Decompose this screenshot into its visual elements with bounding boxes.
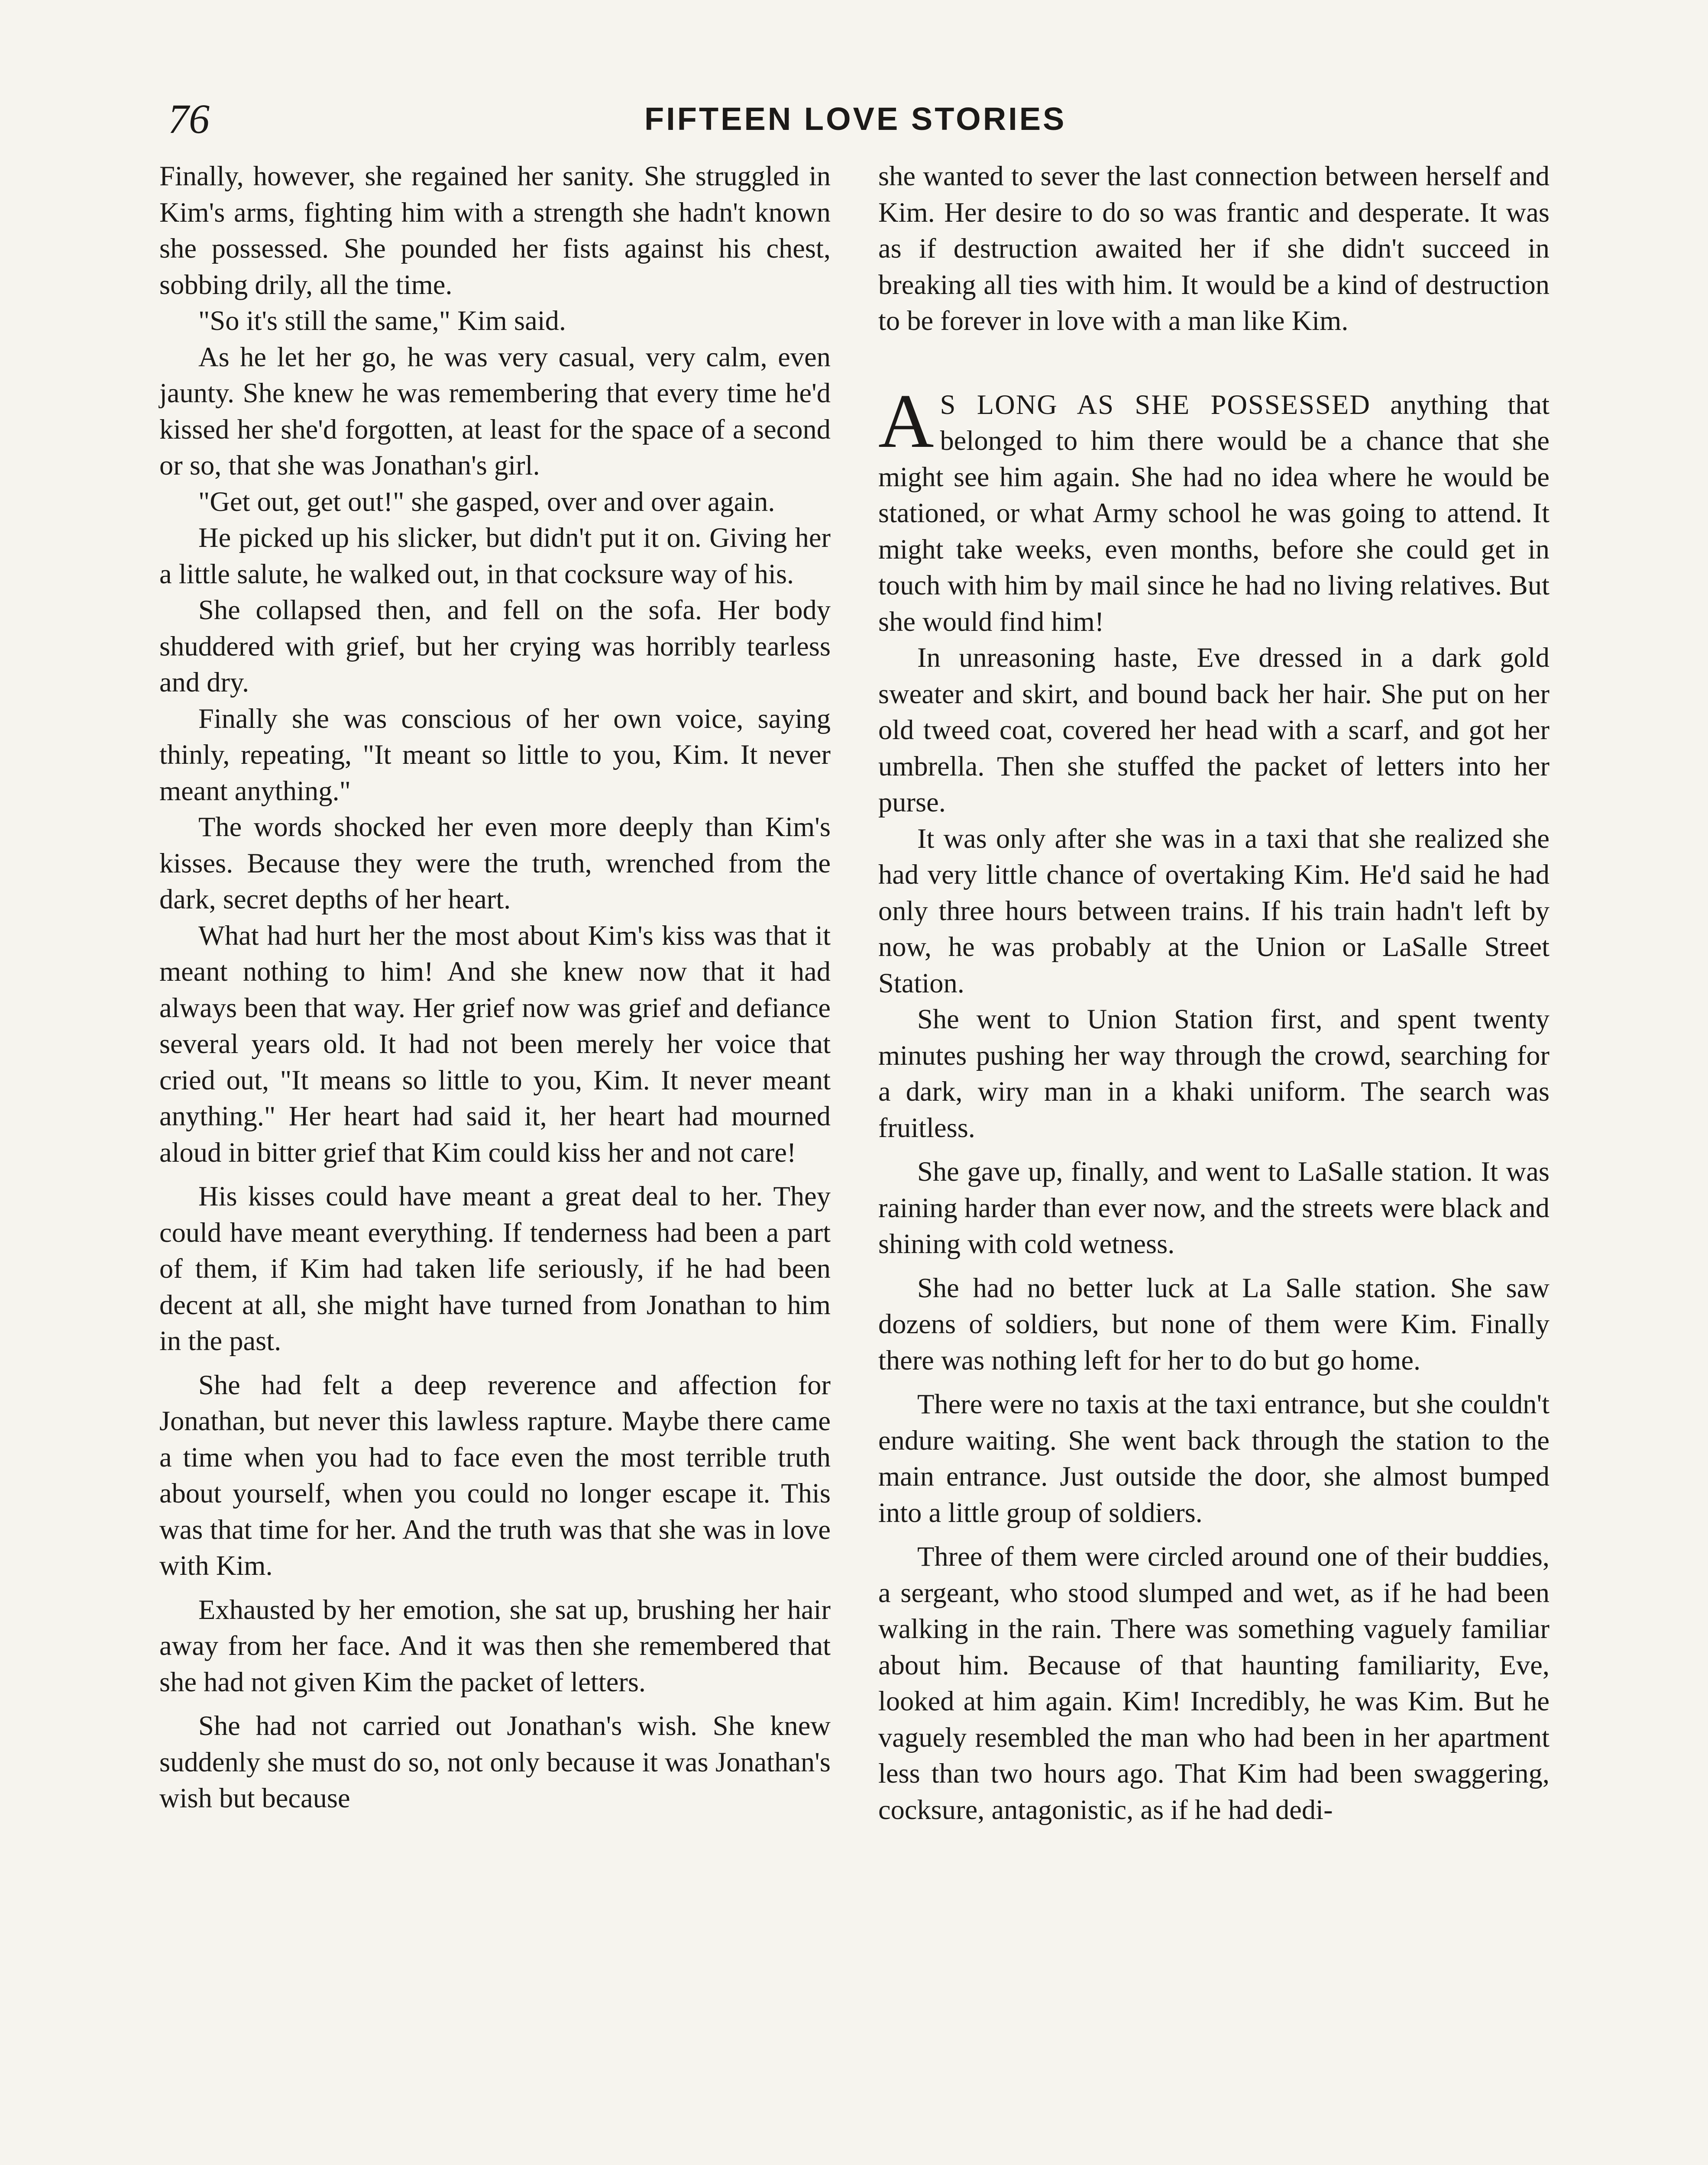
page-header [168, 89, 1554, 149]
lead-in-caps: S LONG AS SHE POSSESSED [940, 389, 1371, 420]
paragraph: As he let her go, he was very casual, very calm, even jaunty. She knew he was remembering that every time he'd kissed her she'd forgotten, at least for the space of a second or so, that she was Jonathan's girl. [159, 341, 831, 481]
paragraph: She had felt a deep reverence and affection for Jonathan, but never this lawless rapture. Maybe there came a time when you had to face even the most terrible truth about yourself, when you could no longer escape it. This was that time for her. And the truth was that she was in love with Kim. [159, 1369, 831, 1581]
paragraph: Three of them were circled around one of their buddies, a sergeant, who stood slumped and wet, as if he had been walking in the rain. There was something vaguely familiar about him. Because of that haunting familiarity, Eve, looked at him again. Kim! Incredibly, he was Kim. But he vaguely resembled the man who had been in her apartment less than two hours ago. That Kim had been swaggering, cocksure, antagonistic, as if he had dedi- [878, 1541, 1549, 1825]
paragraph: She went to Union Station first, and spent twenty minutes pushing her way through the crowd, searching for a dark, wiry man in a khaki uniform. The search was fruitless. [878, 1004, 1549, 1143]
running-title: FIFTEEN LOVE STORIES [644, 101, 1067, 137]
paragraph: He picked up his slicker, but didn't put it on. Giving her a little salute, he walked out, in that cocksure way of his. [159, 522, 831, 589]
paragraph: What had hurt her the most about Kim's kiss was that it meant nothing to him! And she knew now that it had always been that way. Her grief now was grief and defiance several years old. It had not been merely her voice that cried out, "It means so little to you, Kim. It never meant anything." Her heart had said it, her heart had mourned aloud in bitter grief that Kim could kiss her and not care! [159, 920, 831, 1168]
section-opening-paragraph [878, 378, 1550, 640]
page-number: 76 [168, 96, 210, 142]
paragraph: Finally, however, she regained her sanity. She struggled in Kim's arms, fighting him with a strength she hadn't known she possessed. She pounded her fists against his chest, sobbing drily, all the time. [159, 161, 831, 300]
paragraph: "So it's still the same," Kim said. [198, 305, 566, 336]
right-column [878, 158, 1549, 1828]
paragraph: In unreasoning haste, Eve dressed in a dark gold sweater and skirt, and bound back her hair. She put on her old tweed coat, covered her head with a scarf, and got her umbrella. Then she stuffed the packet of letters into her purse. [878, 642, 1549, 818]
paragraph-continuation: she wanted to sever the last connection between herself and Kim. Her desire to do so was frantic and desperate. It was as if destruction awaited her if she didn't succeed in breaking all ties with him. It would be a kind of destruction to be forever in love with a man like Kim. [878, 161, 1549, 336]
paragraph: She collapsed then, and fell on the sofa. Her body shuddered with grief, but her crying was horribly tearless and dry. [159, 595, 831, 698]
paragraph: Finally she was conscious of her own voice, saying thinly, repeating, "It meant so little to you, Kim. It never meant anything." [159, 703, 831, 806]
paragraph: Exhausted by her emotion, she sat up, brushing her hair away from her face. And it was then she remembered that she had not given Kim the packet of letters. [159, 1594, 831, 1697]
drop-cap: A [878, 378, 934, 464]
paragraph: There were no taxis at the taxi entrance, but she couldn't endure waiting. She went back through the station to the main entrance. Just outside the door, she almost bumped into a little group of soldiers. [878, 1389, 1549, 1528]
paragraph: It was only after she was in a taxi that she realized she had very little chance of overtaking Kim. He'd said he had only three hours between trains. If his train hadn't left by now, he was probably at the Union or LaSalle Street Station. [878, 823, 1549, 998]
paragraph: The words shocked her even more deeply than Kim's kisses. Because they were the truth, wrenched from the dark, secret depths of her heart. [159, 811, 831, 914]
left-column [159, 158, 831, 1816]
section-opening-text: anything that belonged to him there would be a chance that she might see him again. She had no idea where he would be stationed, or what Army school he was going to attend. It might take weeks, even months, before she could get in touch with him by mail since he had no living relatives. But she would find him! [878, 389, 1550, 637]
paragraph: She had no better luck at La Salle station. She saw dozens of soldiers, but none of them were Kim. Finally there was nothing left for her to do but go home. [878, 1272, 1549, 1376]
paragraph: She had not carried out Jonathan's wish. She knew suddenly she must do so, not only because it was Jonathan's wish but because [159, 1710, 831, 1813]
paragraph: "Get out, get out!" she gasped, over and over again. [198, 486, 775, 517]
paragraph: She gave up, finally, and went to LaSalle station. It was raining harder than ever now, and the streets were black and shining with cold wetness. [878, 1156, 1549, 1259]
paragraph: His kisses could have meant a great deal to her. They could have meant everything. If tenderness had been a part of them, if Kim had taken life seriously, if he had been decent at all, she might have turned from Jonathan to him in the past. [159, 1181, 831, 1356]
